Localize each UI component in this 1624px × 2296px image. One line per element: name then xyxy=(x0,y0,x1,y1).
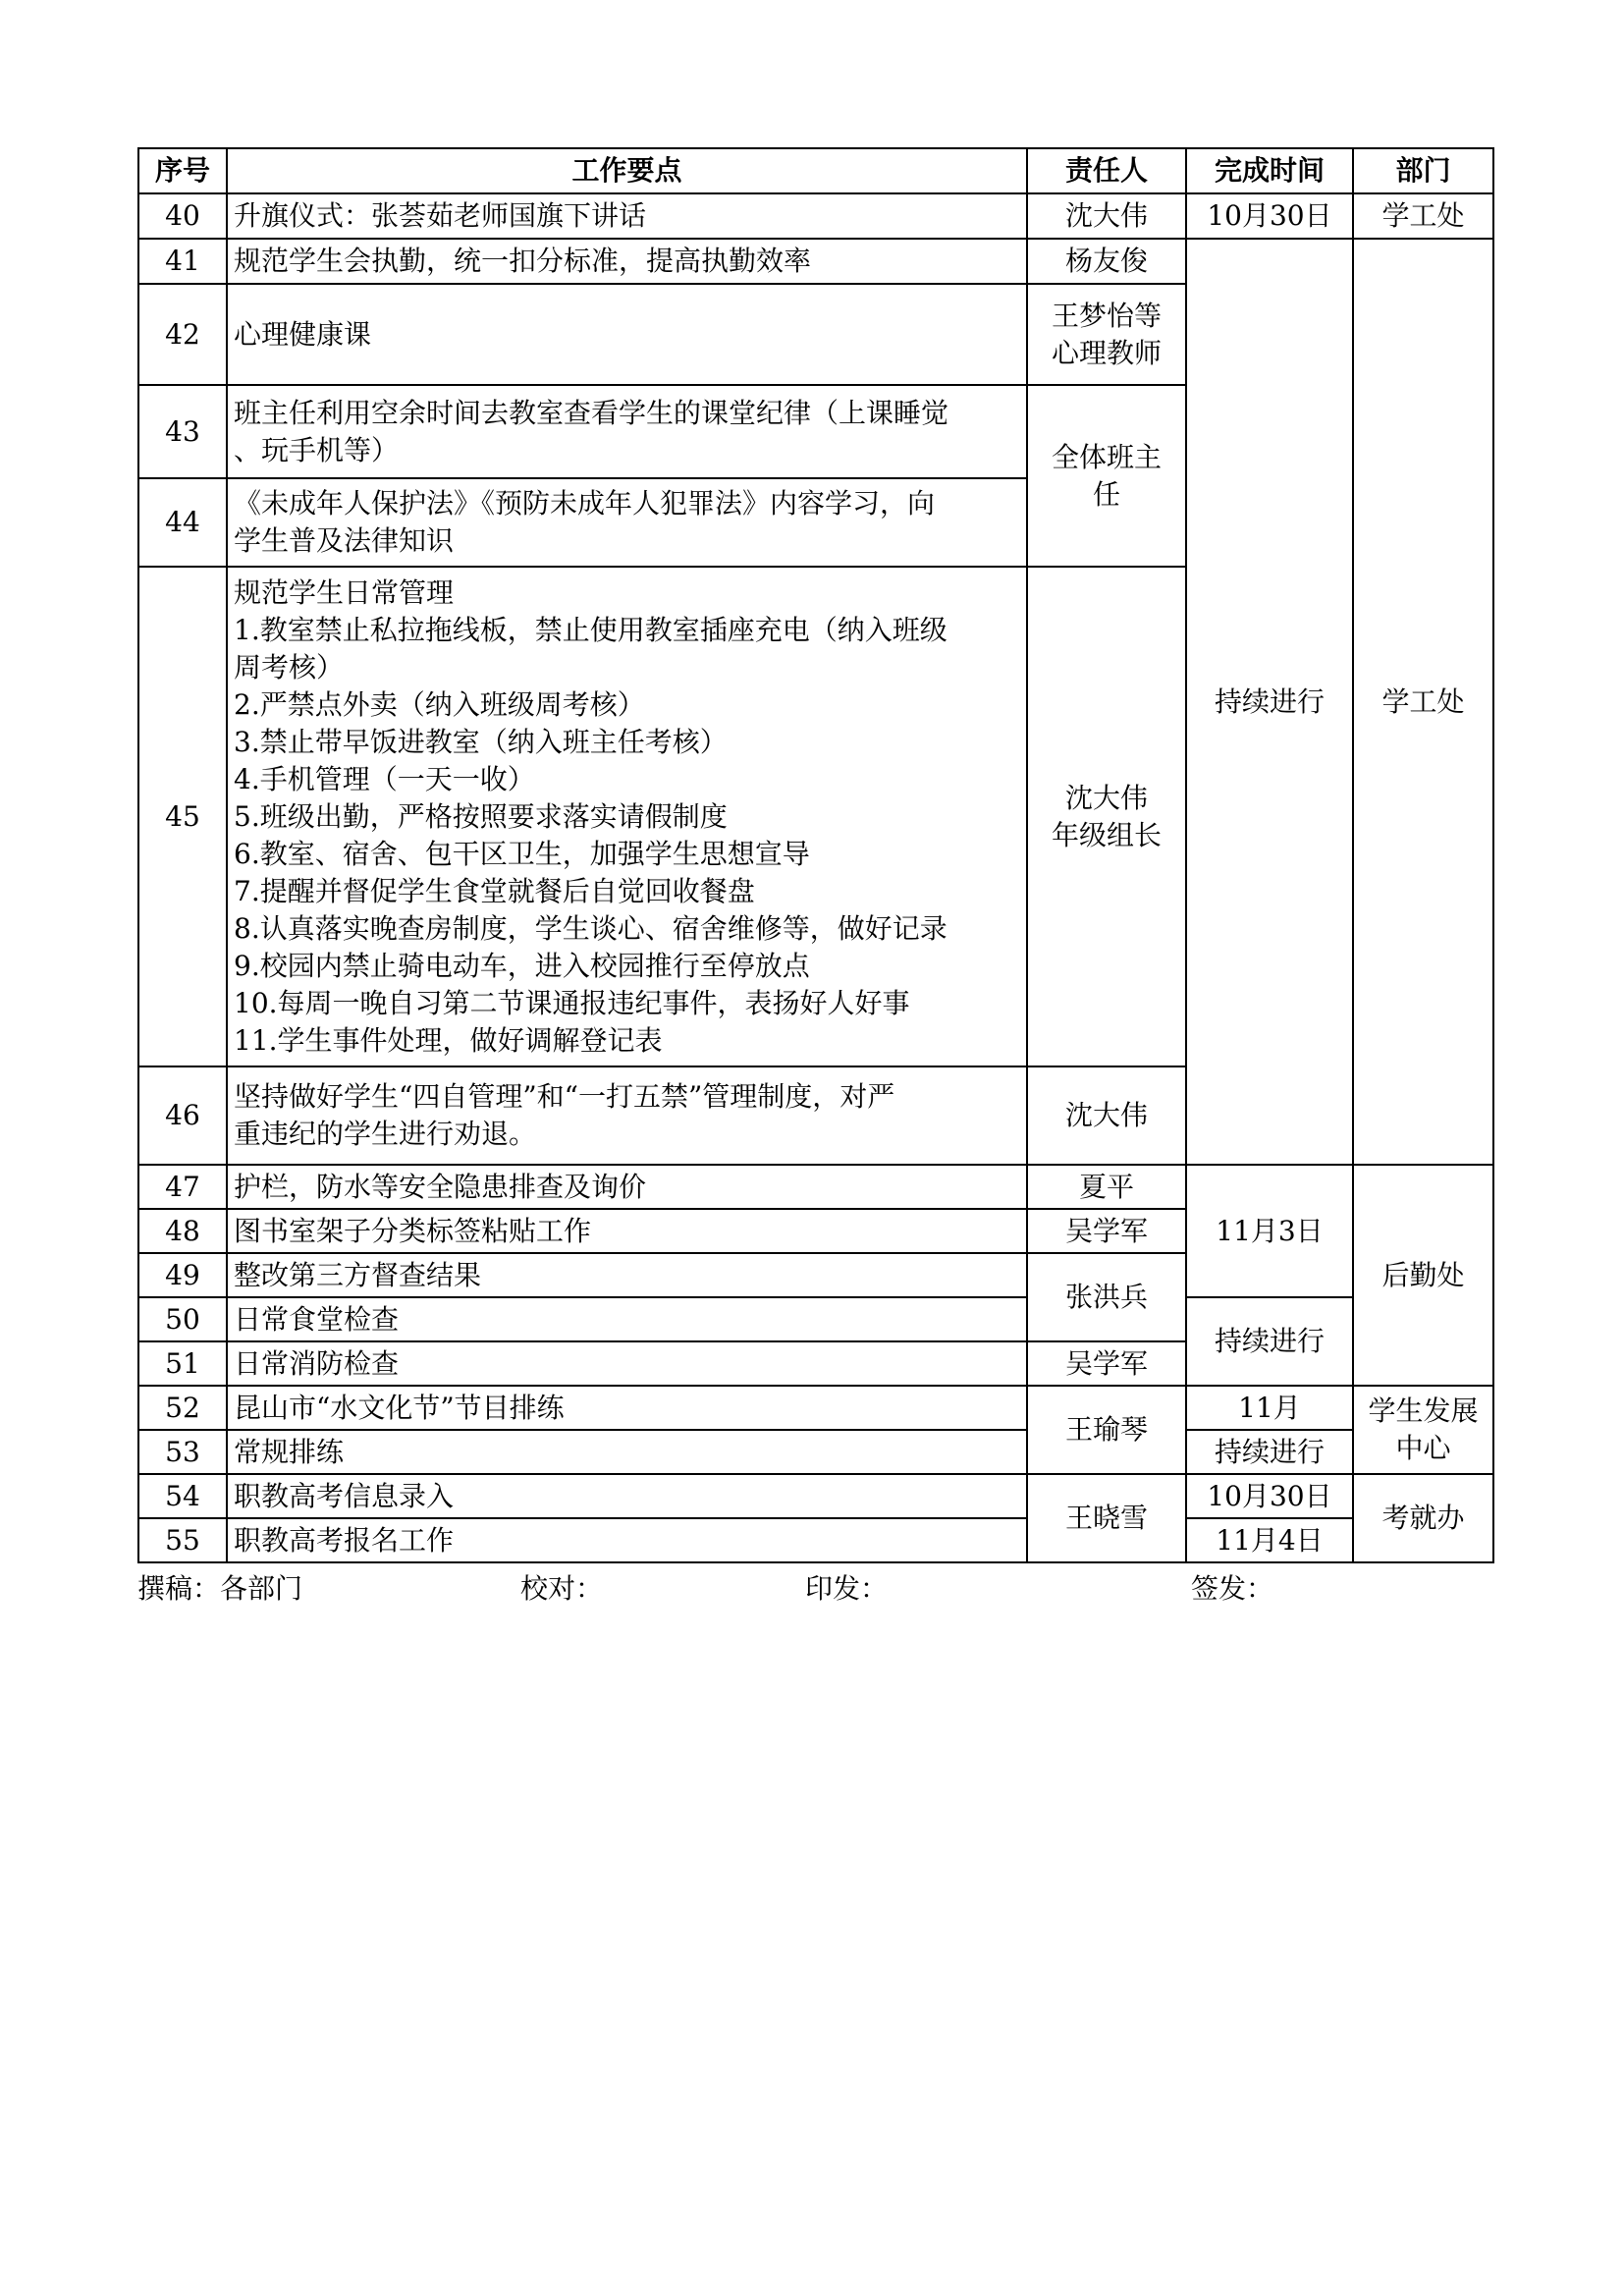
footer-print: 印发： xyxy=(805,1572,889,1605)
task-line: 坚持做好学生“四自管理”和“一打五禁”管理制度，对严 xyxy=(234,1080,895,1113)
row-owner xyxy=(1027,239,1186,284)
row-time: 持续进行 xyxy=(1186,1430,1353,1474)
row-seq: 40 xyxy=(138,193,227,239)
owner-line: 年级组长 xyxy=(1051,818,1162,851)
task-line: 周考核） xyxy=(234,650,345,683)
task-line: 整改第三方督查结果 xyxy=(234,1258,482,1291)
dept-line: 学工处 xyxy=(1381,199,1465,232)
row-task xyxy=(227,1386,1027,1430)
task-line: 规范学生会执勤，统一扣分标准，提高执勤效率 xyxy=(234,245,812,277)
task-line: 班主任利用空余时间去教室查看学生的课堂纪律（上课睡觉 xyxy=(234,396,949,429)
row-seq: 46 xyxy=(138,1066,227,1165)
task-line: 5.班级出勤，严格按照要求落实请假制度 xyxy=(234,799,728,833)
row-owner xyxy=(1027,1066,1186,1165)
table-row xyxy=(138,1474,1493,1518)
row-task xyxy=(227,193,1027,239)
task-line: 10.每周一晚自习第二节课通报违纪事件，表扬好人好事 xyxy=(234,986,910,1019)
owner-line: 沈大伟 xyxy=(1064,1099,1148,1131)
time-merged-47-49: 11月3日 xyxy=(1186,1165,1353,1297)
document-footer xyxy=(137,1569,1492,1609)
task-line: 9.校园内禁止骑电动车，进入校园推行至停放点 xyxy=(234,949,810,982)
row-task xyxy=(227,1474,1027,1518)
owner-merged-52-53 xyxy=(1027,1386,1186,1474)
row-seq: 52 xyxy=(138,1386,227,1430)
row-dept xyxy=(1353,193,1493,239)
row-owner xyxy=(1027,1341,1186,1386)
row-task xyxy=(227,385,1027,478)
row-task xyxy=(227,1518,1027,1562)
table-header-row xyxy=(138,148,1493,193)
task-line: 3.禁止带早饭进教室（纳入班主任考核） xyxy=(234,725,728,758)
row-task xyxy=(227,239,1027,284)
row-owner xyxy=(1027,1165,1186,1209)
task-line: 护栏，防水等安全隐患排查及询价 xyxy=(234,1170,647,1203)
owner-line: 杨友俊 xyxy=(1064,245,1148,277)
row-time: 11月 xyxy=(1186,1386,1353,1430)
work-schedule-table xyxy=(137,147,1494,1563)
task-line: 重违纪的学生进行劝退。 xyxy=(234,1118,537,1150)
owner-line: 王晓雪 xyxy=(1064,1502,1148,1534)
table-row xyxy=(138,1297,1493,1341)
footer-sign: 签发： xyxy=(1191,1572,1274,1605)
row-task xyxy=(227,284,1027,385)
row-seq: 55 xyxy=(138,1518,227,1562)
row-time: 10月30日 xyxy=(1186,1474,1353,1518)
row-task xyxy=(227,1341,1027,1386)
task-line: 1.教室禁止私拉拖线板，禁止使用教室插座充电（纳入班级 xyxy=(234,613,947,646)
task-line: 8.认真落实晚查房制度，学生谈心、宿舍维修等，做好记录 xyxy=(234,911,947,945)
task-line: 、玩手机等） xyxy=(234,433,400,466)
row-task xyxy=(227,1430,1027,1474)
owner-line: 张洪兵 xyxy=(1064,1281,1148,1313)
dept-line: 考就办 xyxy=(1381,1502,1465,1534)
task-line: 心理健康课 xyxy=(234,317,372,351)
row-seq: 53 xyxy=(138,1430,227,1474)
owner-line: 心理教师 xyxy=(1051,336,1162,369)
task-line: 日常消防检查 xyxy=(234,1346,400,1380)
owner-line: 沈大伟 xyxy=(1064,199,1148,232)
table-row xyxy=(138,1430,1493,1474)
table-row xyxy=(138,193,1493,239)
owner-line: 吴学军 xyxy=(1064,1346,1148,1380)
owner-line: 任 xyxy=(1092,477,1120,511)
row-seq: 50 xyxy=(138,1297,227,1341)
owner-merged-43-44 xyxy=(1027,385,1186,567)
row-seq: 45 xyxy=(138,567,227,1066)
task-line: 昆山市“水文化节”节目排练 xyxy=(234,1391,565,1424)
dept-merged-54-55 xyxy=(1353,1474,1493,1562)
row-task xyxy=(227,1253,1027,1297)
owner-line: 王瑜琴 xyxy=(1064,1413,1148,1446)
header-dept: 部门 xyxy=(1353,148,1493,193)
task-line: 11.学生事件处理，做好调解登记表 xyxy=(234,1023,663,1057)
header-task: 工作要点 xyxy=(227,148,1027,193)
dept-merged-47-51 xyxy=(1353,1165,1493,1386)
task-line: 升旗仪式：张荟茹老师国旗下讲话 xyxy=(234,199,647,232)
task-line: 职教高考报名工作 xyxy=(234,1523,455,1557)
row-seq: 48 xyxy=(138,1209,227,1253)
dept-line: 学生发展 xyxy=(1368,1394,1479,1427)
row-owner xyxy=(1027,193,1186,239)
footer-draft: 撰稿：各部门 xyxy=(137,1572,303,1605)
row-task xyxy=(227,478,1027,567)
task-line: 常规排练 xyxy=(234,1435,345,1468)
row-seq: 41 xyxy=(138,239,227,284)
time-merged-41-46: 持续进行 xyxy=(1186,239,1353,1165)
dept-line: 后勤处 xyxy=(1381,1258,1465,1291)
row-owner xyxy=(1027,1209,1186,1253)
owner-line: 王梦怡等 xyxy=(1051,299,1162,332)
dept-line: 中心 xyxy=(1395,1432,1451,1464)
task-line: 学生普及法律知识 xyxy=(234,524,455,557)
footer-proof: 校对： xyxy=(520,1572,604,1605)
row-task xyxy=(227,1297,1027,1341)
row-task xyxy=(227,1165,1027,1209)
task-line: 《未成年人保护法》《预防未成年人犯罪法》内容学习，向 xyxy=(234,487,936,519)
task-line: 图书室架子分类标签粘贴工作 xyxy=(234,1214,592,1247)
dept-merged-52-53 xyxy=(1353,1386,1493,1474)
table-row xyxy=(138,1518,1493,1562)
table-row xyxy=(138,1165,1493,1209)
owner-line: 吴学军 xyxy=(1064,1214,1148,1247)
row-seq: 54 xyxy=(138,1474,227,1518)
time-merged-50-51: 持续进行 xyxy=(1186,1297,1353,1386)
header-owner: 责任人 xyxy=(1027,148,1186,193)
dept-merged-41-46 xyxy=(1353,239,1493,1165)
owner-line: 沈大伟 xyxy=(1064,781,1148,814)
row-seq: 43 xyxy=(138,385,227,478)
row-seq: 49 xyxy=(138,1253,227,1297)
row-seq: 51 xyxy=(138,1341,227,1386)
row-seq: 47 xyxy=(138,1165,227,1209)
owner-line: 夏平 xyxy=(1078,1170,1134,1203)
owner-merged-54-55 xyxy=(1027,1474,1186,1562)
task-line: 2.严禁点外卖（纳入班级周考核） xyxy=(234,687,645,721)
header-time: 完成时间 xyxy=(1186,148,1353,193)
row-time: 11月4日 xyxy=(1186,1518,1353,1562)
table-row xyxy=(138,239,1493,284)
dept-line: 学工处 xyxy=(1381,684,1465,718)
task-line: 7.提醒并督促学生食堂就餐后自觉回收餐盘 xyxy=(234,874,755,907)
owner-merged-49-50 xyxy=(1027,1253,1186,1341)
row-owner xyxy=(1027,284,1186,385)
row-task xyxy=(227,1066,1027,1165)
row-owner xyxy=(1027,567,1186,1066)
owner-line: 全体班主 xyxy=(1051,440,1162,473)
task-line: 职教高考信息录入 xyxy=(234,1479,455,1512)
task-line: 4.手机管理（一天一收） xyxy=(234,762,535,795)
task-line: 6.教室、宿舍、包干区卫生，加强学生思想宣导 xyxy=(234,837,810,870)
row-seq: 44 xyxy=(138,478,227,567)
table-row xyxy=(138,1386,1493,1430)
row-time: 10月30日 xyxy=(1186,193,1353,239)
row-task xyxy=(227,567,1027,1066)
task-line: 日常食堂检查 xyxy=(234,1302,400,1336)
row-seq: 42 xyxy=(138,284,227,385)
task-line: 规范学生日常管理 xyxy=(234,575,455,609)
header-seq: 序号 xyxy=(138,148,227,193)
row-task xyxy=(227,1209,1027,1253)
